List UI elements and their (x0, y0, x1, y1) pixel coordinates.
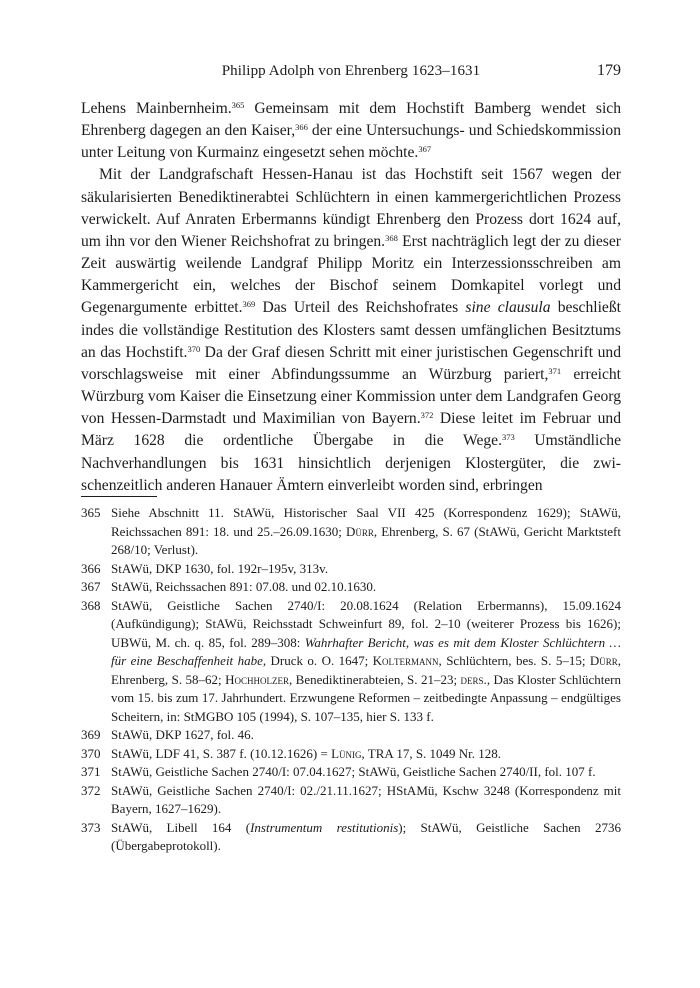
paragraph (81, 98, 621, 164)
italic-text: Wahrhafter Bericht, was es mit dem Kloster Schlüchtern … für eine Beschaffenheit habe (111, 634, 621, 668)
text-run: Erst nachträglich legt der zu dieser Zeit auswärtig weilende Landgraf Philipp Moritz ein Interzessionsschreiben am Kammergericht ein, welches der Bischof seinem Domkapitel vorlegt und Gegenargumente erbittet. (81, 232, 621, 317)
footnote (81, 578, 621, 597)
footnote-text (111, 763, 621, 782)
author-name: ders. (460, 671, 487, 687)
footnote-ref: 370 (187, 343, 201, 354)
text-run: , Schlüchtern, bes. S. 5–15; (438, 653, 590, 668)
footnote (81, 726, 621, 745)
footnote (81, 597, 621, 727)
footnote-text (111, 819, 621, 856)
text-run: , Druck o. O. 1647; (262, 653, 373, 668)
footnote-text (111, 560, 621, 579)
paragraph (81, 164, 621, 496)
footnote-ref: 367 (418, 144, 432, 155)
text-run: , Ehrenberg, S. 58–62; (111, 653, 621, 687)
text-run: Mit der Landgrafschaft Hessen-Hanau ist das Hochstift seit 1567 wegen der säkularisierten Benediktinerabtei Schlüchtern in einen kammergerichtlichen Prozess verwickelt. Auf Anraten Erbermanns kündigt Ehrenberg den Prozess dort 1624 auf, um ihn vor den Wiener Reichshofrat zu bringen. (81, 166, 621, 250)
text-run: StAWü, LDF 41, S. 387 f. (10.12.1626) = (111, 745, 332, 761)
footnote (81, 560, 621, 579)
text-run: StAWü, Geistliche Sachen 2740/I: 20.08.1624 (Relation Erbermanns), 15.09.1624 (Aufkündigung); StAWü, Reichsstadt Schweinfurt 89, fol. 2–10 (weiterer Prozess bis 1626); UBWü, M. ch. q. 85, fol. 289–308: (111, 597, 621, 650)
footnote (81, 782, 621, 819)
italic-text: sine clausula (465, 299, 551, 317)
footnote (81, 819, 621, 856)
text-run: StAWü, Geistliche Sachen 2740/I: 02./21.11.1627; HStAMü, Kschw 3248 (Korrespondenz mit Bayern, 1627–1629). (111, 782, 621, 816)
author-name: Dürr (345, 523, 374, 539)
footnote-number: 370 (81, 745, 101, 761)
footnote (81, 504, 621, 560)
text-run: , Ehrenberg, S. 67 (StAWü, Gericht Marktsteft 268/10; Verlust). (111, 523, 621, 557)
text-run: StAWü, DKP 1630, fol. 192r–195v, 313v. (111, 560, 329, 576)
footnotes (81, 504, 621, 856)
footnote-number: 366 (81, 560, 101, 576)
author-name: Koltermann (372, 653, 439, 668)
author-name: Dürr (589, 653, 618, 668)
page-header (81, 61, 621, 85)
footnote-text (111, 504, 621, 560)
footnote-ref: 371 (548, 365, 562, 376)
footnote-number: 365 (81, 505, 101, 520)
main-text (81, 98, 621, 497)
text-run: StAWü, Libell 164 ( (111, 819, 251, 835)
author-name: Hochholzer (225, 671, 289, 687)
footnote-text (111, 597, 621, 727)
text-run: beschließt indes die vollständige Restitution des Klosters samt dessen umfänglichen Besitztums an das Hochstift. (81, 299, 621, 361)
footnote (81, 763, 621, 782)
text-run: StAWü, DKP 1627, fol. 46. (111, 727, 254, 742)
text-run: ); StAWü, Geistliche Sachen 2736 (Übergabeprotokoll). (111, 819, 621, 853)
footnote-ref: 372 (420, 410, 434, 421)
footnote-ref: 368 (385, 232, 398, 243)
footnote-number: 371 (81, 764, 101, 779)
footnote-text (111, 745, 621, 764)
footnote-ref: 365 (231, 100, 245, 110)
footnote-number: 368 (81, 597, 101, 613)
text-run: , TRA 17, S. 1049 Nr. 128. (361, 745, 502, 761)
footnote-divider (81, 496, 157, 497)
text-run: StAWü, Reichssachen 891: 07.08. und 02.10.1630. (111, 579, 377, 594)
text-run: der eine Untersuchungs- und Schiedskommission unter Leitung von Kurmainz eingesetzt sehen möchte. (81, 122, 621, 162)
footnote-ref: 366 (295, 122, 308, 133)
text-run: StAWü, Geistliche Sachen 2740/I: 07.04.1627; StAWü, Geistliche Sachen 2740/II, fol. 107 f. (111, 764, 596, 779)
text-run: erreicht Würzburg vom Kaiser die Einsetzung einer Kommission unter dem Landgrafen Georg von Hessen-Darmstadt und Maximilian von Bayern. (81, 365, 621, 428)
footnote-ref: 369 (242, 299, 256, 310)
italic-text: Instrumentum restitutionis (250, 819, 399, 835)
text-run: , Das Kloster Schlüchtern vom 15. bis zum 17. Jahrhundert. Erzwungene Reformen – zeitbedingte Anpassung – endgültiges Scheitern, in: StMGBO 105 (1994), S. 107–135, hier S. 133 f. (111, 671, 621, 724)
text-run: , Benediktinerabteien, S. 21–23; (288, 671, 461, 687)
text-run: Lehens Mainbernheim. (81, 100, 232, 117)
page-number: 179 (597, 62, 621, 79)
footnote-number: 373 (81, 819, 101, 835)
text-run: Umständliche Nachverhandlungen bis 1631 hinsichtlich derjenigen Klostergüter, die zwischenzeitlich anderen Hanauer Ämtern einverleibt worden sind, erbringen (81, 432, 621, 494)
footnote-text (111, 782, 621, 819)
text-run: Diese leitet im Februar und März 1628 die ordentliche Übergabe in die Wege. (81, 410, 621, 450)
text-run: Das Urteil des Reichshofrates (255, 299, 466, 317)
text-run: Siehe Abschnitt 11. StAWü, Historischer Saal VII 425 (Korrespondenz 1629); StAWü, Reichssachen 891: 18. und 25.–26.09.1630; (111, 505, 621, 539)
footnote-number: 369 (81, 727, 101, 742)
footnote-text (111, 726, 621, 745)
text-run: Gemeinsam mit dem Hochstift Bamberg wendet sich Ehrenberg dagegen an den Kaiser, (81, 100, 621, 140)
footnote-ref: 373 (501, 432, 515, 443)
footnote (81, 745, 621, 764)
footnote-number: 372 (81, 782, 101, 798)
author-name: Lünig (331, 745, 362, 761)
text-run: Da der Graf diesen Schritt mit einer juristischen Gegenschrift und vorschlagsweise mit einer Abfindungssumme an Würzburg pariert, (81, 343, 621, 383)
footnote-number: 367 (81, 579, 101, 594)
footnote-text (111, 578, 621, 597)
running-title: Philipp Adolph von Ehrenberg 1623–1631 (221, 63, 481, 79)
